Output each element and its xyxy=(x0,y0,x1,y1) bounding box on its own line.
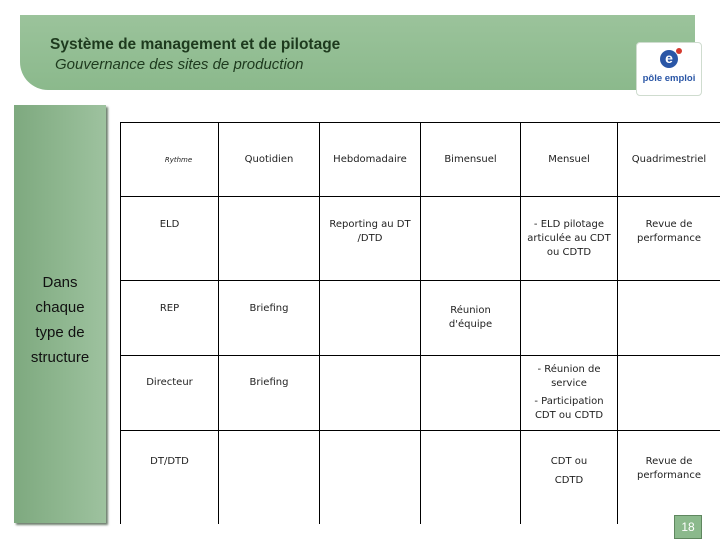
row-label-eld: ELD xyxy=(121,197,218,280)
cell-eld-quadri: Revue de performance xyxy=(618,197,720,280)
sidebar-line: chaque xyxy=(35,299,85,316)
cell-eld-mensuel: - ELD pilotage articulée au CDT ou CDTD xyxy=(521,197,617,280)
column-header-label: Quotidien xyxy=(244,153,294,165)
cell-eld-hebdo: Reporting au DT /DTD xyxy=(320,197,420,280)
sidebar-line: type de xyxy=(35,324,85,341)
header-corner xyxy=(121,123,218,196)
cell-eld-bimensuel xyxy=(421,197,520,280)
column-header xyxy=(521,123,617,196)
column-header xyxy=(219,123,319,196)
cell-directeur-quadri xyxy=(618,356,720,430)
row-label-dtdtd: DT/DTD xyxy=(121,431,218,524)
cell-directeur-hebdo xyxy=(320,356,420,430)
cell-rep-quadri xyxy=(618,281,720,355)
column-header-label: Hebdomadaire xyxy=(333,153,407,165)
pole-emploi-logo xyxy=(636,42,702,96)
sidebar-line: structure xyxy=(30,349,90,366)
column-header-label: Mensuel xyxy=(548,153,590,165)
cell-dtdtd-quadri: Revue de performance xyxy=(618,431,720,524)
cell-eld-quotidien xyxy=(219,197,319,280)
governance-table xyxy=(120,122,720,524)
sidebar-label xyxy=(14,270,106,370)
cell-rep-quotidien: Briefing xyxy=(219,281,319,355)
column-header-label: Quadrimestriel xyxy=(631,153,707,165)
row-label-directeur: Directeur xyxy=(121,356,218,430)
sidebar-line: Dans xyxy=(42,274,78,291)
cell-rep-hebdo xyxy=(320,281,420,355)
cell-dtdtd-quotidien xyxy=(219,431,319,524)
column-header xyxy=(618,123,720,196)
cell-rep-mensuel xyxy=(521,281,617,355)
page-number: 18 xyxy=(674,515,702,539)
logo-dot-icon xyxy=(676,48,682,54)
row-label-rep: REP xyxy=(121,281,218,355)
column-header xyxy=(320,123,420,196)
logo-text: pôle emploi xyxy=(642,73,696,84)
cell-rep-bimensuel: Réunion d'équipe xyxy=(421,281,520,355)
column-header-label: Bimensuel xyxy=(444,153,497,165)
page-subtitle: Gouvernance des sites de production xyxy=(55,56,304,73)
cell-dtdtd-bimensuel xyxy=(421,431,520,524)
cell-directeur-quotidien: Briefing xyxy=(219,356,319,430)
cell-dtdtd-mensuel: CDT ou CDTD xyxy=(521,431,617,524)
logo-mark-icon: e xyxy=(660,50,678,68)
cell-dtdtd-hebdo xyxy=(320,431,420,524)
cell-directeur-mensuel: - Réunion de service - Participation CDT ou CDTD xyxy=(521,356,617,430)
corner-label: Rythme xyxy=(164,155,193,164)
cell-directeur-bimensuel xyxy=(421,356,520,430)
page-title: Système de management et de pilotage xyxy=(50,36,341,53)
column-header xyxy=(421,123,520,196)
